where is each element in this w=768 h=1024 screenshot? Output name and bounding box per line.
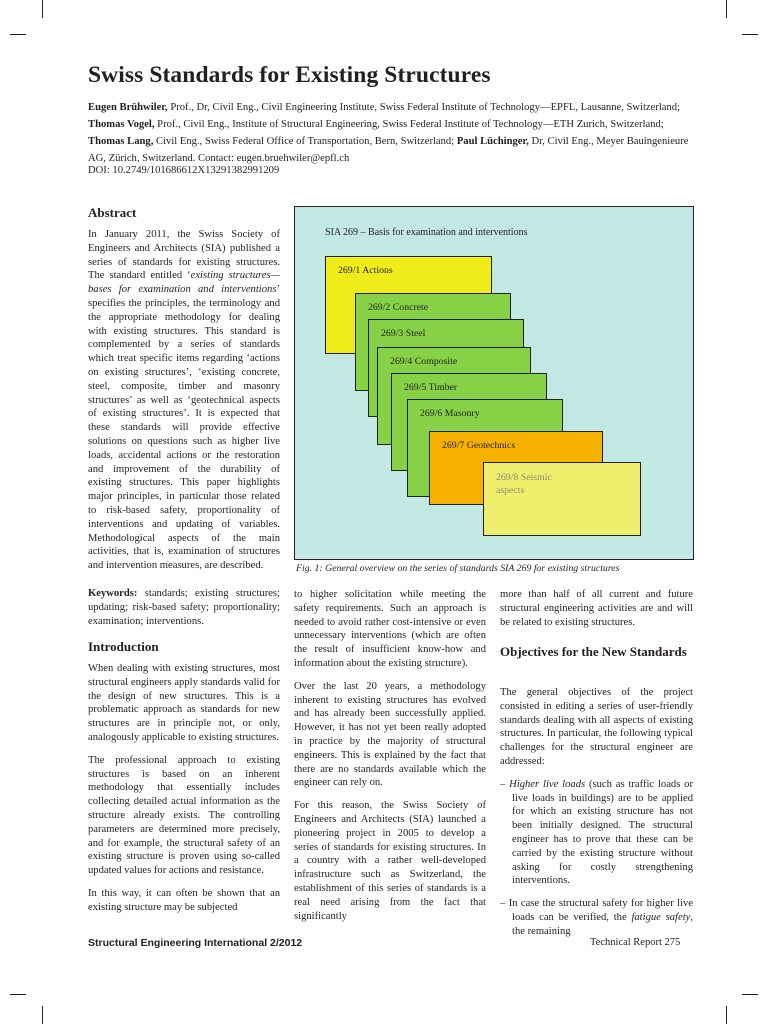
paragraph: When dealing with existing structures, most structural engineers apply standards valid for the design of new structures. This is a problematic approach as standards for new structures are in principle not, or only, analogously applicable to existing structures. (88, 663, 280, 743)
page-footer: Technical Report 275 (590, 937, 681, 948)
paper-title: Swiss Standards for Existing Structures (88, 62, 491, 88)
author-list (88, 99, 698, 167)
author-affiliation: Civil Eng., Swiss Federal Office of Transportation, Bern, Switzerland; (153, 136, 457, 147)
figure-caption: Fig. 1: General overview on the series of standards SIA 269 for existing structures (296, 563, 620, 574)
doi: DOI: 10.2749/101686612X13291382991209 (88, 165, 280, 176)
crop-mark (726, 0, 727, 18)
objectives-body (500, 686, 693, 948)
introduction-col-2 (294, 588, 486, 932)
crop-mark (726, 1006, 727, 1024)
paragraph: For this reason, the Swiss Society of Engineers and Architects (SIA) launched a pioneering project in 2005 to develop a series of standards for existing structures. In a country with a rather well-developed infrastructure such as Switzerland, the establishment of this series of standards is a real need arising from the fact that significantly (294, 800, 486, 922)
box-timber: 269/5 Timber (391, 373, 547, 471)
paragraph: In this way, it can often be shown that an existing structure may be subjected (88, 887, 280, 913)
introduction-heading: Introduction (88, 639, 159, 654)
paragraph: The general objectives of the project consisted in editing a series of user-friendly standards dealing with all aspects of existing structures. In particular, the following typical challenges for the structural engineer are addressed: (500, 687, 693, 767)
paragraph: to higher solicitation while meeting the safety requirements. Such an approach is needed to avoid rather cost-intensive or even unnecessary interventions (which are often the result of insufficient know-how and information about the existing structure). (294, 589, 486, 669)
paragraph: The professional approach to existing structures is based on an inherent methodology that essentially includes collecting detailed actual information as the structure already exists. The controlling parameters are determined more precisely, and for example, the structural safety of an existing structure is proven using so-called updated values for actions and resistance. (88, 754, 280, 877)
paragraph: more than half of all current and future structural engineering activities are and will be related to existing structures. (500, 589, 693, 628)
introduction-col-1 (88, 662, 280, 924)
bullet-item: – In case the structural safety for higher live loads can be verified, the fatigue safety, the remaining (500, 898, 693, 937)
abstract-text: In January 2011, the Swiss Society of Engineers and Architects (SIA) published a series of standards for existing structures. The standard entitled ‘existing structures—bases for examination and interventions’ specifies the principles, the terminology and the appropriate methodology for dealing with existing structures. This standard is complemented by a series of standards which treat specific items regarding ‘actions on existing structures’, ‘existing concrete, steel, composite, timber and masonry structures’ as well as ‘geotechnical aspects of existing structures’. It is expected that these standards will provide effective solutions on questions such as higher live loads, accidental actions or the restoration and improvement of the durability of existing structures. This paper highlights major principles, in particular those related to risk-based safety, proportionality of interventions and updating of variables. Methodological aspects of the main activities, that is, examination of structures and intervention measures, are described. (88, 229, 281, 572)
author-affiliation: Prof., Dr, Civil Eng., Civil Engineering Institute, Swiss Federal Institute of Technology—EPFL, Lausanne, Switzerland; (167, 102, 681, 113)
bullet-item: – Higher live loads (such as traffic loads or live loads in buildings) are to be applied for which an existing structure has not been initially designed. The structural engineer has to prove that these can be carried by the existing structure without asking for costly strengthening interventions. (500, 778, 694, 887)
box-masonry: 269/6 Masonry (407, 399, 563, 497)
abstract-heading: Abstract (88, 205, 137, 220)
keywords (88, 587, 280, 628)
box-concrete: 269/2 Concrete (355, 293, 511, 391)
box-seismic: 269/8 Seismic aspects (483, 462, 641, 536)
objectives-heading: Objectives for the New Standards (500, 644, 687, 659)
author-name: Eugen Brühwiler, (88, 102, 168, 113)
author-name: Thomas Lang, (88, 136, 154, 147)
author-name: Paul Lüchinger, (456, 136, 529, 147)
crop-mark (742, 34, 758, 35)
crop-mark (742, 994, 758, 995)
box-steel: 269/3 Steel (368, 319, 524, 417)
crop-mark (10, 994, 26, 995)
author-affiliation: Prof., Civil Eng., Institute of Structural Engineering, Swiss Federal Institute of Technology—ETH Zurich, Switzerland; (154, 119, 664, 130)
box-geotechnics: 269/7 Geotechnics (429, 431, 603, 505)
figure-sia-269 (294, 206, 694, 560)
figure-title: SIA 269 – Basis for examination and interventions (325, 227, 528, 238)
crop-mark (10, 34, 26, 35)
paragraph: Over the last 20 years, a methodology inherent to existing structures has evolved and has already been successfully applied. However, it has not yet been really adopted in practice by the majority of structural engineers. This is explained by the fact that there are no standards available which the engineer can rely on. (294, 680, 486, 789)
author-name: Thomas Vogel, (88, 119, 155, 130)
introduction-col-3 (500, 588, 693, 638)
box-actions: 269/1 Actions (325, 256, 492, 354)
keywords-label: Keywords: (88, 588, 138, 599)
crop-mark (42, 1006, 43, 1024)
author-affiliation: Dr, Civil Eng., Meyer Bauingenieure AG, Zürich, Switzerland. Contact: eugen.bruehwiler@epfl.ch (88, 136, 689, 164)
keywords-text: standards; existing structures; updating; risk-based safety; proportionality; examination; interventions. (88, 588, 280, 627)
abstract-body (88, 228, 280, 582)
crop-mark (42, 0, 43, 18)
box-composite: 269/4 Composite (377, 347, 531, 445)
journal-footer: Structural Engineering International 2/2012 (88, 937, 303, 949)
